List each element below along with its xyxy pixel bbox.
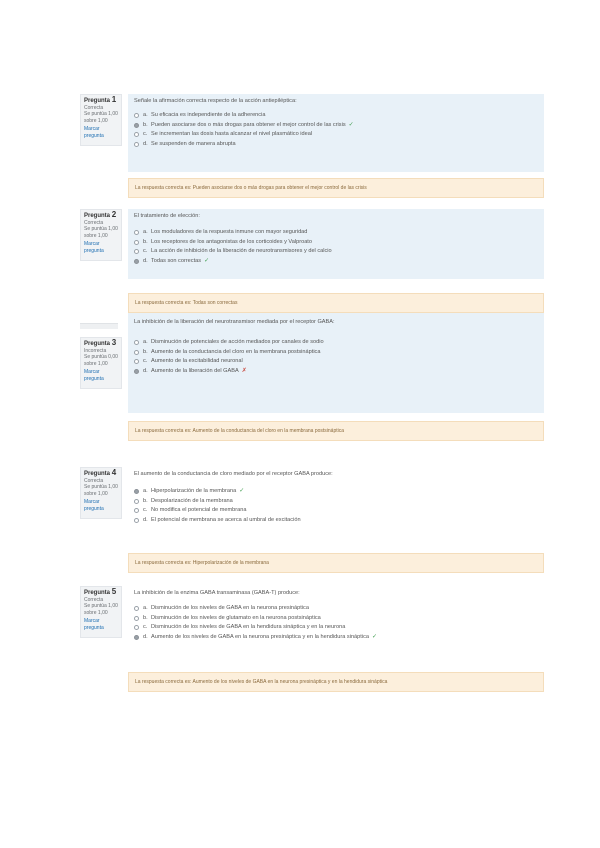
flag-question-link[interactable]: Marcar pregunta bbox=[84, 126, 104, 139]
flag-question-link[interactable]: Marcar pregunta bbox=[84, 241, 104, 254]
question-grade: Se puntúa 1,00 sobre 1,00 bbox=[84, 603, 118, 616]
question-status: Correcta bbox=[84, 596, 104, 603]
radio-button[interactable] bbox=[134, 249, 139, 254]
answer-option[interactable]: b. Disminución de los niveles de glutamato en la neurona postsináptica bbox=[134, 614, 538, 624]
answer-option[interactable]: c. Aumento de la excitabilidad neuronal bbox=[134, 357, 538, 367]
question-status: Correcta bbox=[84, 104, 104, 111]
answer-option[interactable]: d. Todas son correctas ✓ bbox=[134, 257, 538, 267]
question-content bbox=[128, 313, 544, 413]
question-status: Correcta bbox=[84, 477, 104, 484]
question-info bbox=[80, 586, 122, 638]
radio-button[interactable] bbox=[134, 340, 139, 345]
flag-question-link[interactable]: Marcar pregunta bbox=[84, 499, 104, 512]
question-grade: Se puntúa 1,00 sobre 1,00 bbox=[84, 484, 118, 497]
correct-answer-feedback: La respuesta correcta es: Aumento de los niveles de GABA en la neurona presináptica y en la hendidura sináptica bbox=[128, 672, 544, 692]
question-status: Incorrecta bbox=[84, 347, 107, 354]
question-text: La inhibición de la enzima GABA transaminasa (GABA-T) produce: bbox=[134, 590, 300, 596]
answer-option[interactable]: d. El potencial de membrana se acerca al umbral de excitación bbox=[134, 516, 538, 526]
question-content bbox=[128, 94, 544, 172]
answer-option[interactable]: b. Los receptores de los antagonistas de los corticoides y Valproato bbox=[134, 238, 538, 248]
answer-option[interactable]: c. No modifica el potencial de membrana bbox=[134, 506, 538, 516]
answer-option[interactable]: b. Aumento de la conductancia del cloro en la membrana postsináptica bbox=[134, 348, 538, 358]
radio-button[interactable] bbox=[134, 616, 139, 621]
answer-option[interactable]: d. Aumento de los niveles de GABA en la neurona presináptica y en la hendidura sináptica ✓ bbox=[134, 633, 538, 643]
question-content bbox=[128, 586, 544, 660]
question-text: La inhibición de la liberación del neurotransmisor mediada por el receptor GABA: bbox=[134, 319, 335, 325]
question-grade: Se puntúa 1,00 sobre 1,00 bbox=[84, 226, 118, 239]
question-number: Pregunta 4 bbox=[84, 468, 117, 477]
question-info bbox=[80, 467, 122, 519]
answer-option[interactable]: a. Su eficacia es independiente de la adherencia bbox=[134, 111, 538, 121]
question-grade: Se puntúa 0,00 sobre 1,00 bbox=[84, 354, 118, 367]
radio-button[interactable] bbox=[134, 240, 139, 245]
question-info bbox=[80, 209, 122, 261]
radio-button[interactable] bbox=[134, 518, 139, 523]
cross-icon: ✗ bbox=[241, 367, 247, 374]
radio-button[interactable] bbox=[134, 113, 139, 118]
correct-answer-feedback: La respuesta correcta es: Todas son correctas bbox=[128, 293, 544, 313]
radio-button[interactable] bbox=[134, 123, 139, 128]
check-icon: ✓ bbox=[239, 488, 245, 495]
question-number: Pregunta 5 bbox=[84, 587, 117, 596]
radio-button[interactable] bbox=[134, 142, 139, 147]
radio-button[interactable] bbox=[134, 625, 139, 630]
radio-button[interactable] bbox=[134, 499, 139, 504]
question-text: El aumento de la conductancia de cloro mediado por el receptor GABA produce: bbox=[134, 471, 333, 477]
answer-option[interactable]: b. Pueden asociarse dos o más drogas para obtener el mejor control de las crisis ✓ bbox=[134, 121, 538, 131]
divider bbox=[80, 323, 118, 329]
question-grade: Se puntúa 1,00 sobre 1,00 bbox=[84, 111, 118, 124]
answer-option[interactable]: d. Aumento de la liberación del GABA ✗ bbox=[134, 367, 538, 377]
question-info bbox=[80, 94, 122, 146]
radio-button[interactable] bbox=[134, 359, 139, 364]
radio-button[interactable] bbox=[134, 132, 139, 137]
radio-button[interactable] bbox=[134, 230, 139, 235]
question-content bbox=[128, 209, 544, 279]
question-status: Correcta bbox=[84, 219, 104, 226]
question-content bbox=[128, 467, 544, 543]
check-icon: ✓ bbox=[372, 633, 378, 640]
question-info bbox=[80, 337, 122, 389]
answer-option[interactable]: a. Disminución de potenciales de acción mediados por canales de sodio bbox=[134, 338, 538, 348]
radio-button[interactable] bbox=[134, 606, 139, 611]
radio-button[interactable] bbox=[134, 489, 139, 494]
radio-button[interactable] bbox=[134, 635, 139, 640]
radio-button[interactable] bbox=[134, 259, 139, 264]
answer-option[interactable]: d. Se suspenden de manera abrupta bbox=[134, 140, 538, 150]
correct-answer-feedback: La respuesta correcta es: Aumento de la conductancia del cloro en la membrana postsináptica bbox=[128, 421, 544, 441]
answer-option[interactable]: a. Hiperpolarización de la membrana ✓ bbox=[134, 487, 538, 497]
answer-option[interactable]: a. Los moduladores de la respuesta inmune con mayor seguridad bbox=[134, 228, 538, 238]
answer-option[interactable]: c. La acción de inhibición de la liberación de neurotransmisores y del calcio bbox=[134, 247, 538, 257]
correct-answer-feedback: La respuesta correcta es: Pueden asociarse dos o más drogas para obtener el mejor control de las crisis bbox=[128, 178, 544, 198]
check-icon: ✓ bbox=[204, 257, 210, 264]
answer-option[interactable]: a. Disminución de los niveles de GABA en la neurona presináptica bbox=[134, 604, 538, 614]
flag-question-link[interactable]: Marcar pregunta bbox=[84, 369, 104, 382]
correct-answer-feedback: La respuesta correcta es: Hiperpolarización de la membrana bbox=[128, 553, 544, 573]
flag-question-link[interactable]: Marcar pregunta bbox=[84, 618, 104, 631]
answer-option[interactable]: c. Se incrementan las dosis hasta alcanzar el nivel plasmático ideal bbox=[134, 130, 538, 140]
check-icon: ✓ bbox=[348, 121, 354, 128]
question-text: El tratamiento de elección: bbox=[134, 213, 200, 219]
radio-button[interactable] bbox=[134, 350, 139, 355]
radio-button[interactable] bbox=[134, 508, 139, 513]
question-number: Pregunta 3 bbox=[84, 338, 117, 347]
answer-option[interactable]: b. Despolarización de la membrana bbox=[134, 497, 538, 507]
question-number: Pregunta 1 bbox=[84, 95, 117, 104]
radio-button[interactable] bbox=[134, 369, 139, 374]
question-text: Señale la afirmación correcta respecto de la acción antiepiléptica: bbox=[134, 98, 297, 104]
question-number: Pregunta 2 bbox=[84, 210, 117, 219]
answer-option[interactable]: c. Disminución de los niveles de GABA en la hendidura sináptica y en la neurona bbox=[134, 623, 538, 633]
